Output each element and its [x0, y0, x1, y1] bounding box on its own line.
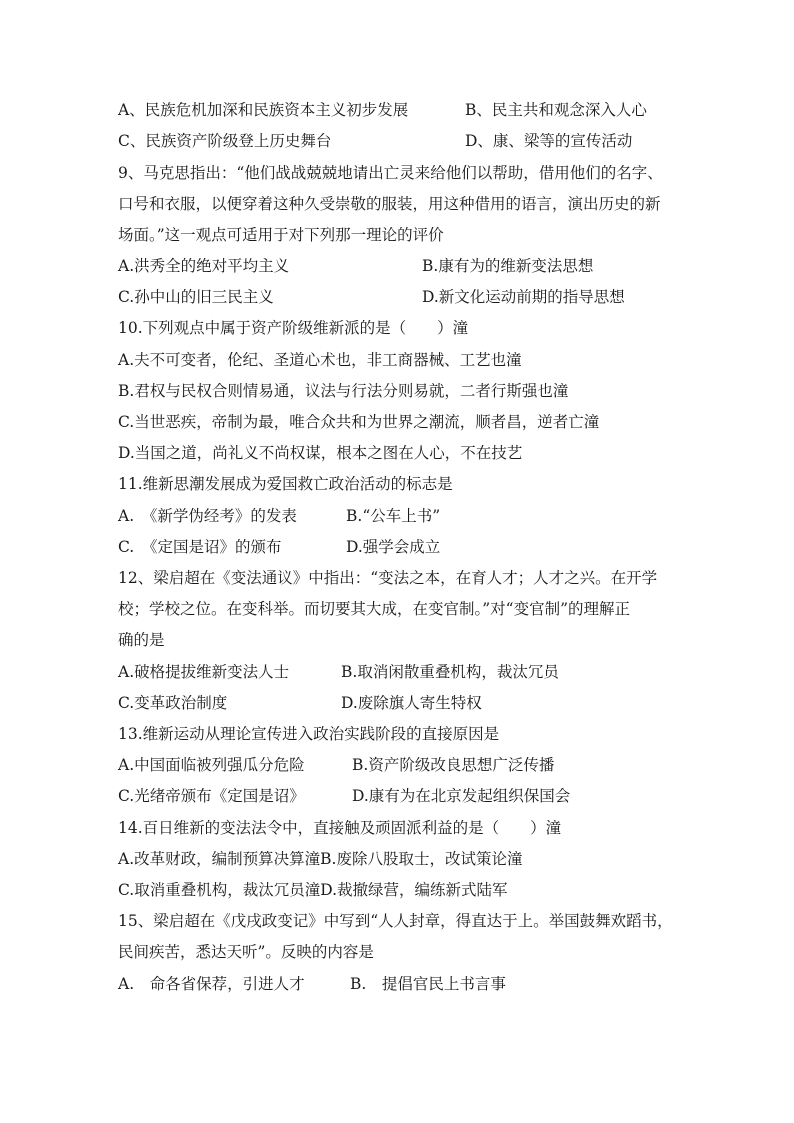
question-11-stem: 11.维新思潮发展成为爱国救亡政治活动的标志是	[118, 475, 453, 493]
option-row	[118, 662, 559, 682]
option-d: D.当国之道，尚礼义不尚权谋，根本之图在人心，不在技艺	[118, 444, 523, 462]
option-row	[118, 786, 571, 806]
option-row: C.取消重叠机构，裁汰冗员潼D.裁撤绿营，编练新式陆军	[118, 881, 508, 899]
option-b: B.资产阶级改良思想广泛传播	[352, 756, 555, 774]
question-9-stem: 9、马克思指出：“他们战战兢兢地请出亡灵来给他们以帮助，借用他们的名字、	[118, 164, 663, 182]
question-15-stem: 15、梁启超在《戊戌政变记》中写到“人人封章，得直达于上。举国鼓舞欢蹈书，	[118, 912, 673, 930]
question-15-stem-cont: 民间疾苦，悉达天听”。反映的内容是	[118, 943, 374, 961]
option-row: A.改革财政，编制预算决算潼B.废除八股取士，改试策论潼	[118, 850, 523, 868]
option-row	[118, 131, 633, 151]
option-a: A.夫不可变者，伦纪、圣道心术也，非工商器械、工艺也潼	[118, 351, 522, 369]
option-row	[118, 287, 625, 307]
question-12-stem: 12、梁启超在《变法通议》中指出：“变法之本，在育人才；人才之兴。在开学	[118, 569, 658, 587]
option-row	[118, 755, 555, 775]
option-row	[118, 100, 647, 120]
option-c: C. 《定国是诏》的颁布	[118, 538, 282, 556]
option-d: D.废除旗人寄生特权	[341, 694, 482, 712]
question-9-stem-cont: 场面。”这一观点可适用于对下列那一理论的评价	[118, 226, 444, 244]
option-d: D.强学会成立	[346, 538, 441, 556]
option-b: B.“公车上书”	[346, 507, 441, 525]
question-12-stem-cont: 确的是	[118, 631, 165, 649]
option-c: C.当世恶疾，帝制为最，唯合众共和为世界之潮流，顺者昌，逆者亡潼	[118, 413, 600, 431]
option-a: A.破格提拔维新变法人士	[118, 663, 290, 681]
option-c: C.变革政治制度	[118, 694, 228, 712]
option-b: B.君权与民权合则情易通，议法与行法分则易就，二者行斯强也潼	[118, 382, 569, 400]
option-a: A. 命各省保荐，引进人才	[118, 975, 305, 993]
option-row	[118, 693, 482, 713]
option-row	[118, 537, 441, 557]
option-c: C.孙中山的旧三民主义	[118, 288, 274, 306]
question-13-stem: 13.维新运动从理论宣传进入政治实践阶段的直接原因是	[118, 725, 500, 743]
question-9-stem-cont: 口号和衣服，以便穿着这种久受崇敬的服装，用这种借用的语言，演出历史的新	[118, 195, 661, 213]
option-b: B. 提倡官民上书言事	[350, 975, 506, 993]
option-row	[118, 506, 441, 526]
option-a: A、民族危机加深和民族资本主义初步发展	[118, 101, 409, 119]
option-b: B.康有为的维新变法思想	[422, 257, 594, 275]
option-d: D.康有为在北京发起组织保国会	[352, 787, 571, 805]
option-d: D、康、梁等的宣传活动	[465, 132, 633, 150]
option-b: B.取消闲散重叠机构，裁汰冗员	[341, 663, 559, 681]
option-d: D.新文化运动前期的指导思想	[422, 288, 625, 306]
question-12-stem-cont: 校；学校之位。在变科举。而切要其大成，在变官制。”对“变官制”的理解正	[118, 600, 631, 618]
option-c: C、民族资产阶级登上历史舞台	[118, 132, 332, 150]
option-a: A. 《新学伪经考》的发表	[118, 507, 297, 525]
question-14-stem: 14.百日维新的变法法令中，直接触及顽固派利益的是（ ）潼	[118, 819, 562, 837]
option-b: B、民主共和观念深入人心	[465, 101, 647, 119]
option-row	[118, 256, 594, 276]
option-row	[118, 974, 506, 994]
question-10-stem: 10.下列观点中属于资产阶级维新派的是（ ）潼	[118, 319, 469, 337]
option-c: C.光绪帝颁布《定国是诏》	[118, 787, 305, 805]
option-a: A.中国面临被列强瓜分危险	[118, 756, 305, 774]
option-a: A.洪秀全的绝对平均主义	[118, 257, 290, 275]
